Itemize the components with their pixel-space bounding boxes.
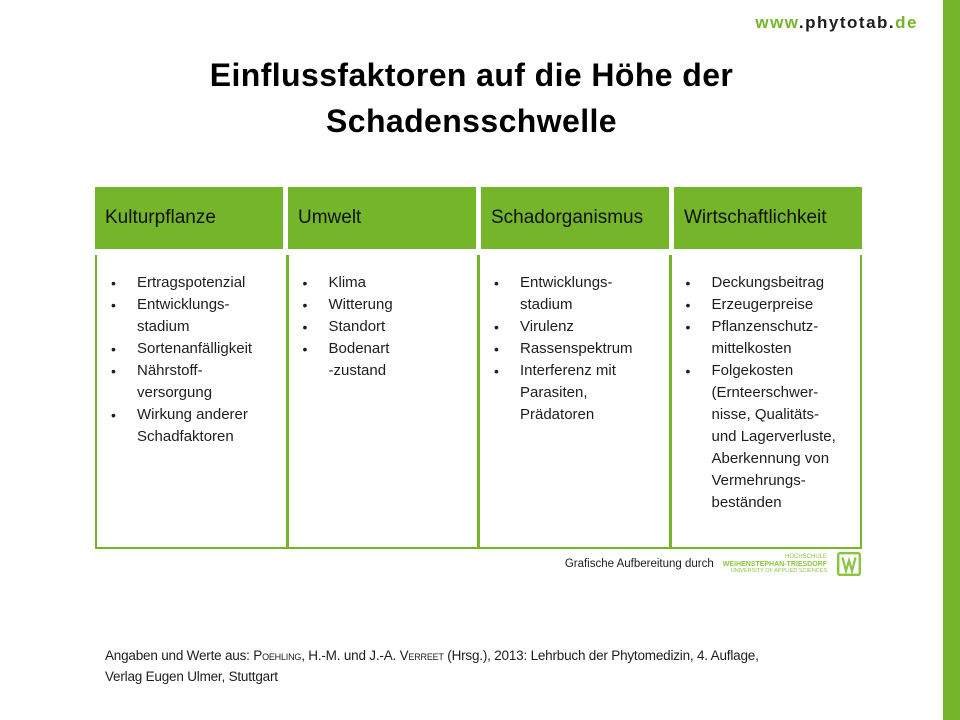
bullet-text-line: Ertragspotenzial — [137, 274, 246, 291]
bullet-text — [712, 316, 855, 360]
bullet-text — [520, 316, 663, 338]
hswt-line3: UNIVERSITY OF APPLIED SCIENCES — [730, 567, 827, 574]
bullet-text-line: Entwicklungs- — [137, 296, 230, 313]
bullet-text-line: Aberkennung von — [711, 450, 830, 467]
bullet-text — [712, 272, 855, 294]
attribution — [565, 548, 862, 580]
bullet-item — [493, 338, 663, 360]
bullet-text-line: Klima — [328, 274, 367, 291]
bullet-item — [110, 294, 280, 338]
bullet-icon: • — [111, 341, 116, 357]
bullet-item — [302, 272, 472, 294]
column-cell-wirtschaftlichkeit — [672, 255, 861, 547]
bullet-text — [137, 294, 280, 338]
right-accent-bar — [943, 0, 960, 720]
bullet-icon: • — [302, 275, 308, 291]
bullet-item — [302, 294, 472, 316]
bullet-text-line: Sortenanfälligkeit — [137, 340, 253, 357]
bullet-text-line: Witterung — [328, 296, 393, 313]
hswt-line2: WEIHENSTEPHAN-TRIESDORF — [722, 560, 827, 568]
bullet-icon: • — [685, 297, 691, 313]
bullet-icon: • — [302, 319, 308, 335]
bullet-text-line: Folgekosten — [711, 362, 794, 379]
citation-author2: Verreet — [399, 648, 444, 663]
bullet-icon: • — [494, 363, 499, 379]
column-cell-schadorganismus — [480, 255, 672, 547]
bullet-text — [329, 338, 472, 382]
bullet-text-line: und Lagerverluste, — [711, 428, 836, 445]
bullet-icon: • — [302, 341, 308, 357]
bullet-text — [329, 272, 472, 294]
logo-www: www — [755, 13, 799, 32]
bullet-text-line: stadium — [137, 318, 190, 335]
bullet-icon: • — [111, 297, 116, 313]
bullet-text-line: Entwicklungs- — [520, 274, 613, 291]
bullet-text-line: Nährstoff- — [137, 362, 203, 379]
logo-dot: . — [888, 13, 896, 32]
bullet-item — [685, 360, 855, 514]
column-header-kulturpflanze: Kulturpflanze — [95, 187, 283, 249]
bullet-text-line: Virulenz — [520, 318, 574, 335]
bullet-icon: • — [302, 297, 308, 313]
column-cell-kulturpflanze — [97, 255, 289, 547]
citation — [105, 645, 875, 687]
citation-line2: Verlag Eugen Ulmer, Stuttgart — [105, 669, 278, 684]
bullet-text — [520, 338, 663, 360]
bullet-icon: • — [494, 319, 499, 335]
bullet-item — [110, 338, 280, 360]
bullet-text-line: -zustand — [328, 362, 387, 379]
citation-rest: (Hrsg.), 2013: Lehrbuch der Phytomedizin, 4. Auflage, — [443, 648, 759, 663]
bullet-item — [302, 316, 472, 338]
bullet-text-line: Deckungsbeitrag — [711, 274, 825, 291]
bullet-text — [329, 294, 472, 316]
page-title-line1: Einflussfaktoren auf die Höhe der — [209, 57, 734, 93]
table-body-row — [95, 255, 862, 549]
bullet-text-line: Bodenart — [328, 340, 390, 357]
bullet-item — [110, 404, 280, 448]
bullet-text-line: (Ernteerschwer- — [711, 384, 819, 401]
bullet-text — [712, 294, 855, 316]
bullet-text — [137, 360, 280, 404]
bullet-text-line: Prädatoren — [520, 406, 595, 423]
bullet-text-line: Wirkung anderer — [137, 406, 248, 423]
hswt-line1: HOCHSCHULE — [784, 553, 827, 560]
bullet-text-line: Standort — [328, 318, 386, 335]
bullet-text-line: stadium — [520, 296, 573, 313]
column-header-schadorganismus: Schadorganismus — [481, 187, 669, 249]
bullet-text-line: mittelkosten — [711, 340, 792, 357]
hswt-w-icon — [836, 551, 862, 577]
bullet-icon: • — [685, 319, 691, 335]
hswt-logo-text — [723, 554, 827, 575]
bullet-icon: • — [494, 275, 499, 291]
page-title — [0, 52, 943, 144]
bullet-text-line: versorgung — [137, 384, 213, 401]
bullet-icon: • — [685, 363, 691, 379]
bullet-text — [329, 316, 472, 338]
bullet-item — [302, 338, 472, 382]
phytotab-logo — [755, 13, 918, 33]
bullet-text-line: Interferenz mit — [520, 362, 616, 379]
bullet-text-line: beständen — [711, 494, 782, 511]
bullet-text — [137, 338, 280, 360]
bullet-icon: • — [111, 275, 116, 291]
column-header-umwelt: Umwelt — [288, 187, 476, 249]
citation-prefix: Angaben und Werte aus: — [105, 648, 254, 663]
citation-line1 — [105, 645, 875, 666]
bullet-icon: • — [494, 341, 499, 357]
bullet-text-line: Schadfaktoren — [137, 428, 234, 445]
bullet-text-line: Pflanzenschutz- — [711, 318, 819, 335]
logo-name: phytotab — [805, 13, 889, 32]
bullet-text — [520, 272, 663, 316]
bullet-text-line: Vermehrungs- — [711, 472, 806, 489]
attribution-label: Grafische Aufbereitung durch — [564, 558, 714, 570]
bullet-icon: • — [111, 407, 116, 423]
table-header-row — [95, 187, 862, 249]
bullet-item — [685, 294, 855, 316]
bullet-text-line: nisse, Qualitäts- — [711, 406, 820, 423]
bullet-text-line: Erzeugerpreise — [711, 296, 814, 313]
bullet-text-line: Rassenspektrum — [520, 340, 633, 357]
bullet-icon: • — [111, 363, 116, 379]
bullet-icon: • — [685, 275, 691, 291]
citation-author1: Poehling — [253, 648, 302, 663]
bullet-item — [685, 316, 855, 360]
bullet-item — [685, 272, 855, 294]
logo-dot: . — [798, 13, 806, 32]
column-cell-umwelt — [289, 255, 481, 547]
citation-mid: , H.-M. und J.-A. — [301, 648, 400, 663]
bullet-text-line: Parasiten, — [520, 384, 588, 401]
bullet-text — [137, 404, 280, 448]
page-title-line2: Schadensschwelle — [326, 103, 617, 139]
bullet-item — [493, 360, 663, 426]
bullet-text — [520, 360, 663, 426]
bullet-item — [493, 316, 663, 338]
factors-table — [95, 187, 862, 549]
bullet-item — [493, 272, 663, 316]
bullet-text — [712, 360, 855, 514]
bullet-text — [137, 272, 280, 294]
bullet-item — [110, 272, 280, 294]
bullet-item — [110, 360, 280, 404]
logo-tld: de — [895, 13, 918, 32]
column-header-wirtschaftlichkeit: Wirtschaftlichkeit — [674, 187, 862, 249]
